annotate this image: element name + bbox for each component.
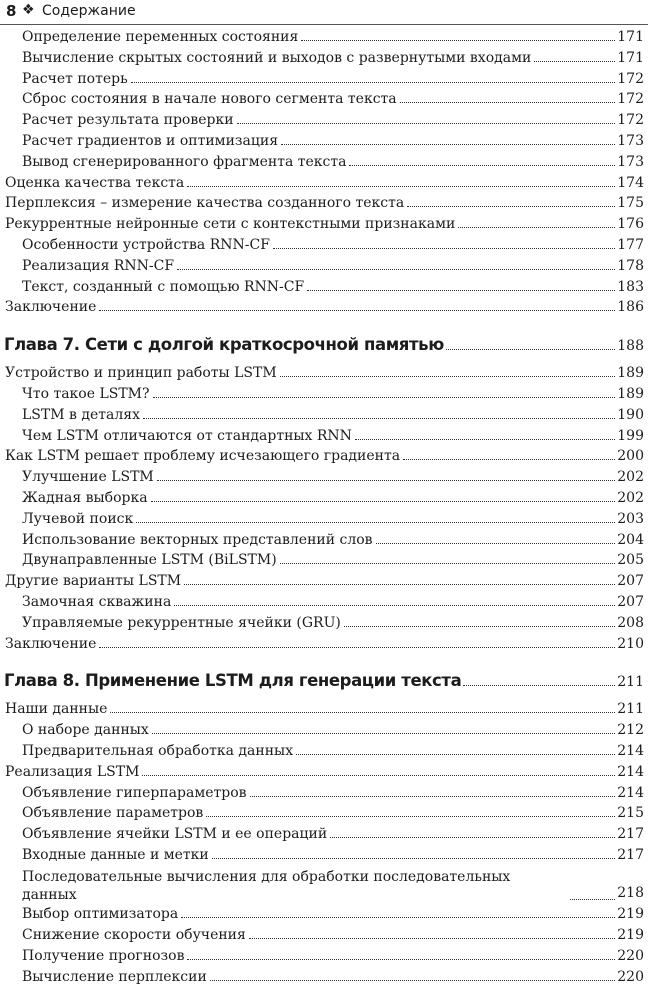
entry-title: Перплексия – измерение качества созданного текста — [5, 195, 405, 212]
entry-title: Лучевой поиск — [22, 510, 134, 527]
entry-title: Последовательные вычисления для обработки последовательных данных — [22, 868, 511, 903]
dot-leader — [273, 248, 615, 249]
entry-title: Расчет результата проверки — [22, 112, 234, 129]
entry-page: 171 — [617, 49, 644, 66]
entry-title: Особенности устройства RNN-CF — [22, 237, 270, 253]
toc-entry — [0, 131, 644, 152]
entry-title: Что такое LSTM? — [22, 386, 150, 402]
toc-entry — [0, 152, 644, 173]
entry-title: Двунаправленные LSTM (BiLSTM) — [22, 552, 277, 569]
dot-leader — [376, 543, 616, 544]
ornament-icon: ❖ — [22, 2, 35, 18]
toc-entry — [0, 384, 644, 405]
toc-entry — [0, 363, 644, 384]
dot-leader — [403, 459, 615, 460]
dot-leader — [99, 310, 615, 311]
entry-page: 214 — [617, 743, 644, 759]
entry-page: 175 — [617, 195, 644, 212]
toc-entry — [0, 235, 644, 256]
toc-entry — [0, 173, 644, 194]
dot-leader — [407, 206, 615, 207]
entry-title: Объявление ячейки LSTM и ее операций — [22, 826, 328, 843]
entry-title: Получение прогнозов — [22, 947, 185, 964]
entry-title: LSTM в деталях — [22, 406, 140, 423]
entry-page: 203 — [617, 510, 644, 527]
entry-page: 186 — [617, 299, 644, 316]
toc-entry — [0, 699, 644, 720]
toc-entry — [0, 946, 644, 967]
entry-page: 176 — [617, 216, 644, 233]
entry-page: 172 — [617, 70, 644, 87]
entry-page: 214 — [617, 784, 644, 801]
toc-entry — [0, 904, 644, 925]
dot-leader — [174, 605, 615, 606]
entry-page: 172 — [617, 91, 644, 108]
entry-title: Как LSTM решает проблему исчезающего градиента — [5, 448, 401, 465]
page-header — [0, 0, 648, 23]
dot-leader — [534, 61, 615, 62]
toc-entry — [0, 426, 644, 447]
dot-leader — [296, 754, 615, 755]
dot-leader — [280, 563, 616, 564]
dot-leader — [181, 917, 615, 918]
dot-leader — [250, 796, 616, 797]
entry-page: 220 — [617, 968, 644, 985]
toc-entry — [0, 783, 644, 804]
dot-leader — [210, 980, 615, 981]
entry-page: 217 — [617, 847, 644, 863]
dot-leader — [330, 837, 615, 838]
header-rule — [0, 24, 648, 25]
entry-title: Определение переменных состояния — [22, 29, 299, 45]
entry-title: Жадная выборка — [22, 490, 148, 506]
toc-entry — [0, 824, 644, 845]
dot-leader — [463, 685, 615, 686]
entry-page: 219 — [617, 906, 644, 923]
entry-title: Другие варианты LSTM — [5, 573, 182, 590]
dot-leader — [184, 584, 615, 585]
entry-page: 189 — [617, 365, 644, 382]
toc-entry — [0, 613, 644, 634]
entry-page: 200 — [617, 448, 644, 465]
entry-title: Предварительная обработка данных — [22, 743, 294, 759]
entry-title: Снижение скорости обучения — [22, 927, 246, 944]
entry-title: Входные данные и метки — [22, 847, 209, 863]
chapter-page: 188 — [617, 338, 644, 355]
dot-leader — [177, 269, 615, 270]
dot-leader — [136, 522, 615, 523]
dot-leader — [187, 186, 615, 187]
entry-title: Замочная скважина — [22, 594, 172, 610]
entry-page: 189 — [617, 386, 644, 402]
dot-leader — [187, 959, 615, 960]
toc-entry — [0, 297, 644, 318]
entry-title: Оценка качества текста — [5, 174, 185, 191]
page-number: 8 — [6, 2, 17, 20]
entry-page: 214 — [617, 763, 644, 780]
toc-entry — [0, 762, 644, 783]
toc-entry — [0, 405, 644, 426]
toc-entry — [0, 69, 644, 90]
dot-leader — [446, 349, 615, 350]
toc-entry — [0, 27, 644, 48]
dot-leader — [157, 480, 616, 481]
entry-page: 207 — [617, 594, 644, 610]
toc-entry — [0, 193, 644, 214]
dot-leader — [143, 418, 615, 419]
entry-page: 212 — [617, 722, 644, 739]
entry-title: Сброс состояния в начале нового сегмента текста — [22, 91, 397, 108]
toc-entry — [0, 803, 644, 824]
dot-leader — [349, 165, 615, 166]
entry-title: Устройство и принцип работы LSTM — [5, 365, 277, 382]
entry-page: 199 — [617, 427, 644, 444]
entry-title: Вывод сгенерированного фрагмента текста — [22, 153, 347, 170]
dot-leader — [131, 82, 616, 83]
dot-leader — [249, 938, 615, 939]
dot-leader — [153, 397, 616, 398]
dot-leader — [301, 40, 615, 41]
entry-page: 190 — [617, 406, 644, 423]
entry-title: Заключение — [5, 299, 97, 316]
entry-page: 204 — [617, 531, 644, 548]
entry-page: 173 — [617, 153, 644, 170]
entry-title: Текст, созданный с помощью RNN-CF — [22, 278, 305, 295]
dot-leader — [212, 858, 616, 859]
entry-title: Реализация LSTM — [5, 763, 140, 780]
entry-title: Вычисление перплексии — [22, 968, 207, 985]
dot-leader — [237, 123, 616, 124]
dot-leader — [281, 144, 615, 145]
dot-leader — [110, 712, 615, 713]
toc-entry — [0, 488, 644, 509]
dot-leader — [99, 647, 615, 648]
entry-page: 210 — [617, 635, 644, 652]
toc-entry — [0, 720, 644, 741]
dot-leader — [344, 626, 615, 627]
entry-page: 208 — [617, 614, 644, 631]
toc-entry — [0, 967, 644, 988]
entry-page: 174 — [617, 174, 644, 191]
dot-leader — [570, 899, 615, 900]
entry-title: Использование векторных представлений слов — [22, 531, 373, 548]
dot-leader — [152, 733, 615, 734]
toc-entry — [0, 446, 644, 467]
toc-entry — [0, 634, 644, 655]
entry-page: 218 — [617, 884, 644, 901]
chapter-title: Глава 7. Сети с долгой краткосрочной памятью — [4, 335, 444, 355]
toc-entry — [0, 110, 644, 131]
toc-entry — [0, 866, 644, 904]
toc-entry — [0, 467, 644, 488]
toc-entry — [0, 256, 644, 277]
entry-page: 215 — [617, 805, 644, 822]
entry-page: 219 — [617, 927, 644, 944]
entry-title: Расчет потерь — [22, 70, 128, 87]
entry-page: 171 — [617, 29, 644, 45]
entry-page: 207 — [617, 573, 644, 590]
toc-entry — [0, 925, 644, 946]
entry-title: Улучшение LSTM — [22, 469, 154, 486]
entry-page: 172 — [617, 112, 644, 129]
toc-entry — [0, 509, 644, 530]
entry-page: 183 — [617, 278, 644, 295]
entry-page: 220 — [617, 947, 644, 964]
entry-title: Наши данные — [5, 701, 108, 718]
toc-entry — [0, 845, 644, 866]
toc-entry — [0, 550, 644, 571]
entry-page: 205 — [617, 552, 644, 569]
toc-entry — [0, 89, 644, 110]
entry-page: 177 — [617, 237, 644, 253]
entry-title: Реализация RNN-CF — [22, 257, 175, 274]
dot-leader — [400, 102, 616, 103]
entry-title: Вычисление скрытых состояний и выходов с развернутыми входами — [22, 49, 532, 66]
entry-title: Заключение — [5, 635, 97, 652]
dot-leader — [280, 376, 616, 377]
chapter-heading — [0, 671, 644, 690]
running-title: Содержание — [42, 3, 136, 19]
entry-page: 211 — [617, 701, 644, 718]
entry-page: 217 — [617, 826, 644, 843]
entry-title: Управляемые рекуррентные ячейки (GRU) — [22, 614, 341, 631]
chapter-page: 211 — [617, 674, 644, 691]
entry-title: Объявление параметров — [22, 805, 204, 822]
entry-title: Расчет градиентов и оптимизация — [22, 133, 279, 149]
dot-leader — [458, 227, 615, 228]
entry-page: 173 — [617, 133, 644, 149]
toc-entry — [0, 530, 644, 551]
entry-title: Объявление гиперпараметров — [22, 784, 247, 801]
dot-leader — [142, 775, 615, 776]
dot-leader — [355, 439, 615, 440]
dot-leader — [206, 816, 615, 817]
dot-leader — [151, 501, 616, 502]
entry-title: Рекуррентные нейронные сети с контекстными признаками — [5, 216, 456, 233]
entry-page: 202 — [617, 469, 644, 486]
toc-entry — [0, 48, 644, 69]
chapter-heading — [0, 335, 644, 354]
entry-page: 202 — [617, 490, 644, 506]
toc-entry — [0, 592, 644, 613]
toc-entry — [0, 741, 644, 762]
dot-leader — [307, 290, 615, 291]
entry-page: 178 — [617, 257, 644, 274]
toc-entry — [0, 277, 644, 298]
chapter-title: Глава 8. Применение LSTM для генерации текста — [4, 671, 462, 691]
toc-entry — [0, 571, 644, 592]
entry-title: Выбор оптимизатора — [22, 906, 179, 923]
entry-title: О наборе данных — [22, 722, 149, 739]
entry-title: Чем LSTM отличаются от стандартных RNN — [22, 427, 352, 444]
toc-entry — [0, 214, 644, 235]
